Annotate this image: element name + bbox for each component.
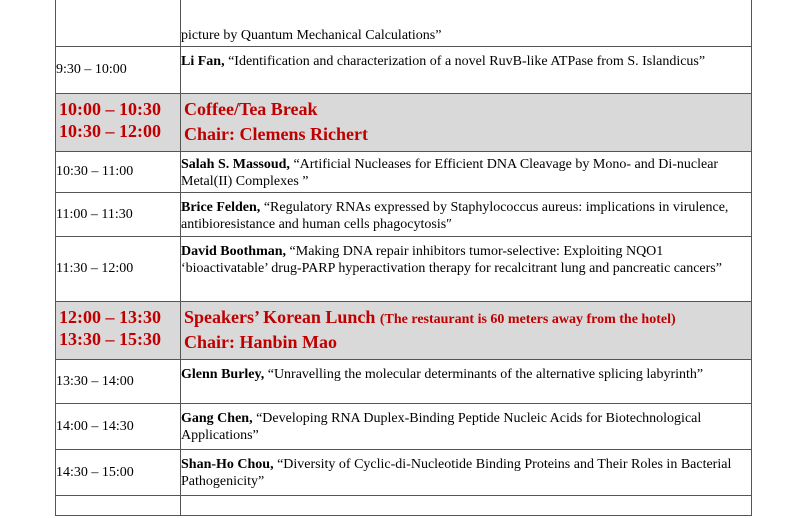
break-note: (The restaurant is 60 meters away from the hotel) [379, 312, 676, 327]
talk-title: “Developing RNA Duplex-Binding Peptide Nucleic Acids for Biotechnological Applications” [181, 411, 702, 443]
speaker-name: Shan-Ho Chou, [181, 457, 274, 472]
schedule-row [56, 152, 752, 193]
program-schedule-table [55, 0, 752, 516]
talk-title: “Diversity of Cyclic-di-Nucleotide Binding Proteins and Their Roles in Bacterial Pathogenicity” [181, 457, 732, 489]
break-time-1: 12:00 – 13:30 [59, 307, 161, 327]
talk-cell [181, 404, 752, 450]
time-cell: 14:00 – 14:30 [56, 404, 181, 450]
schedule-row [56, 47, 752, 94]
talk-cell [181, 496, 752, 516]
talk-cell [181, 360, 752, 404]
time-cell: 14:30 – 15:00 [56, 450, 181, 496]
break-cell [181, 94, 752, 152]
time-cell: 11:30 – 12:00 [56, 237, 181, 302]
break-time-cell [56, 302, 181, 360]
talk-cell [181, 193, 752, 237]
break-time-1: 10:00 – 10:30 [59, 99, 161, 119]
talk-cell [181, 237, 752, 302]
break-cell [181, 302, 752, 360]
schedule-row [56, 360, 752, 404]
talk-title: “Artificial Nucleases for Efficient DNA Cleavage by Mono- and Di-nuclear Metal(II) Complexes ” [181, 157, 719, 189]
time-cell: 10:30 – 11:00 [56, 152, 181, 193]
schedule-row [56, 0, 752, 47]
talk-title: “Making DNA repair inhibitors tumor-selective: Exploiting NQO1 ‘bioactivatable’ drug-PARP hyperactivation therapy for recalcitrant lung and pancreatic cancers” [181, 244, 722, 276]
schedule-row [56, 404, 752, 450]
talk-title: “Identification and characterization of a novel RuvB-like ATPase from S. Islandicus” [228, 54, 706, 69]
speaker-name: Gang Chen, [181, 411, 253, 426]
session-chair: Chair: Hanbin Mao [184, 332, 338, 352]
break-title: Speakers’ Korean Lunch [184, 307, 376, 327]
break-time-2: 13:30 – 15:30 [59, 329, 161, 349]
break-row [56, 94, 752, 152]
speaker-name: Glenn Burley, [181, 367, 265, 382]
break-title: Coffee/Tea Break [184, 99, 318, 119]
talk-title: “Unravelling the molecular determinants of the alternative splicing labyrinth” [267, 367, 704, 382]
talk-cell [181, 0, 752, 47]
time-cell: 9:30 – 10:00 [56, 47, 181, 94]
session-chair: Chair: Clemens Richert [184, 124, 368, 144]
talk-title: picture by Quantum Mechanical Calculations” [181, 28, 442, 43]
time-cell [56, 496, 181, 516]
schedule-row [56, 193, 752, 237]
schedule-row [56, 496, 752, 516]
schedule-row [56, 237, 752, 302]
schedule-row [56, 450, 752, 496]
talk-title: “Regulatory RNAs expressed by Staphylococcus aureus: implications in virulence, antibioresistance and human cells phagocytosis″ [181, 200, 729, 232]
talk-cell [181, 450, 752, 496]
break-time-cell [56, 94, 181, 152]
speaker-name: David Boothman, [181, 244, 287, 259]
time-cell: 13:30 – 14:00 [56, 360, 181, 404]
talk-cell [181, 47, 752, 94]
speaker-name: Li Fan, [181, 54, 225, 69]
talk-cell [181, 152, 752, 193]
speaker-name: Salah S. Massoud, [181, 157, 290, 172]
time-cell: 11:00 – 11:30 [56, 193, 181, 237]
break-time-2: 10:30 – 12:00 [59, 121, 161, 141]
speaker-name: Brice Felden, [181, 200, 261, 215]
time-cell [56, 0, 181, 47]
break-row [56, 302, 752, 360]
